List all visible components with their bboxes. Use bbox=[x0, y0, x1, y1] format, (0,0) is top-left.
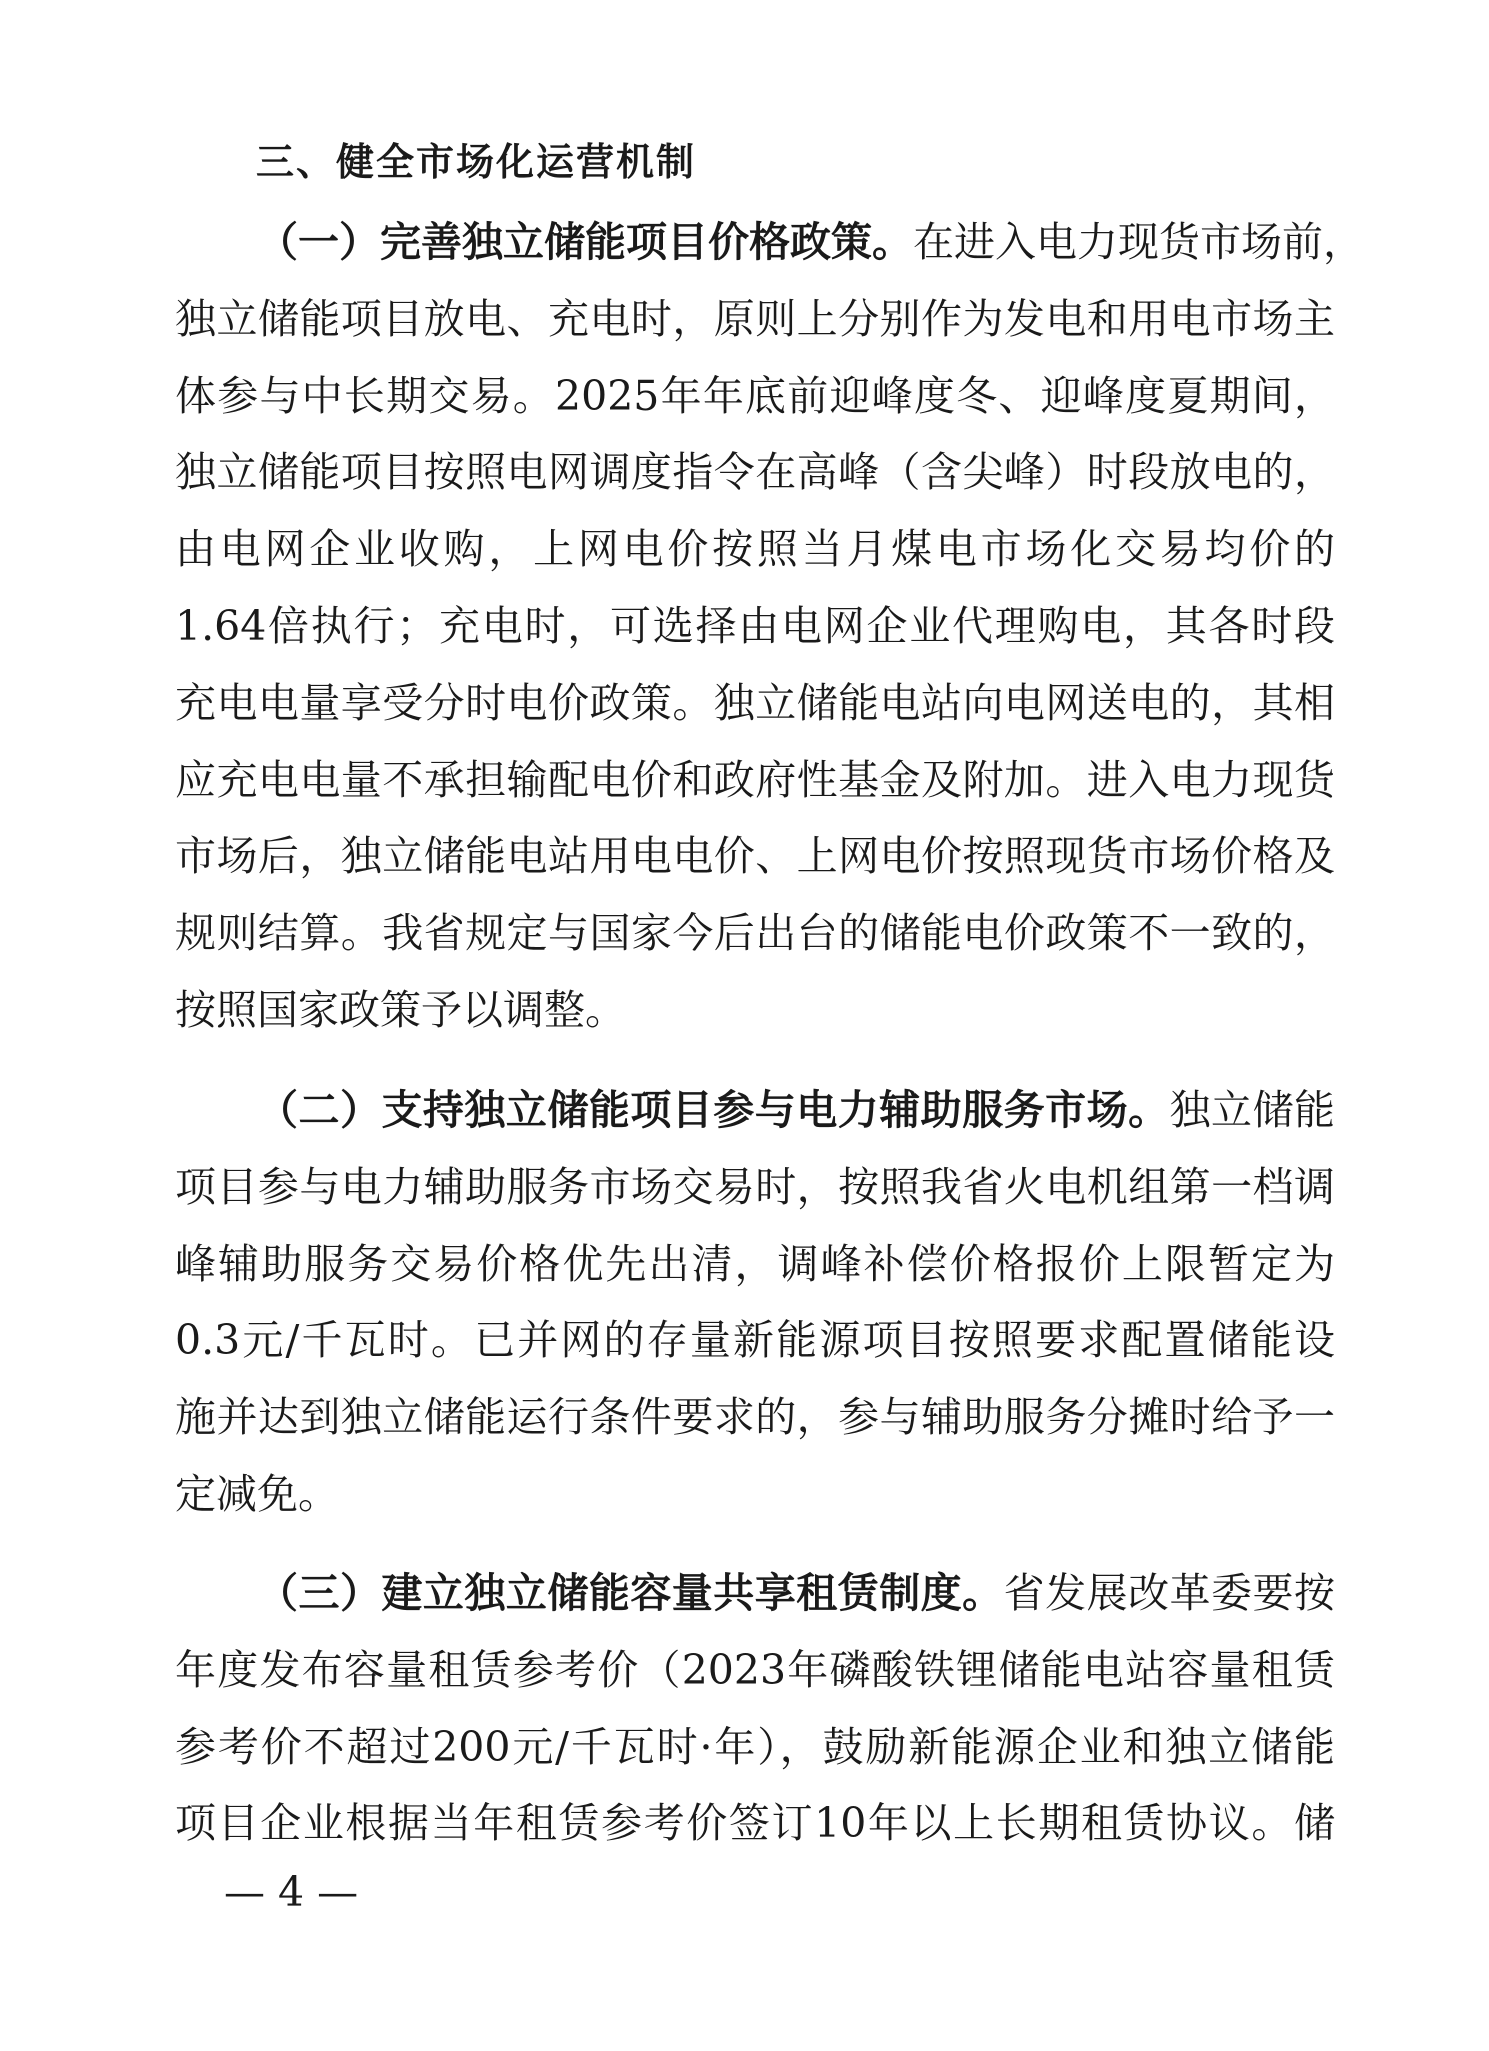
paragraph-heading: （二）支持独立储能项目参与电力辅助服务市场。 bbox=[257, 1086, 1170, 1134]
paragraph-first-line bbox=[175, 204, 1364, 281]
paragraph-line: 应充电电量不承担输配电价和政府性基金及附加。进入电力现货 bbox=[175, 755, 1335, 804]
paragraph-line: 项目参与电力辅助服务市场交易时，按照我省火电机组第一档调 bbox=[175, 1162, 1335, 1211]
paragraph-first-line bbox=[175, 1555, 1335, 1632]
paragraph-line: 年度发布容量租赁参考价（2023年磷酸铁锂储能电站容量租赁 bbox=[175, 1645, 1335, 1694]
paragraph-line: 市场后，独立储能电站用电电价、上网电价按照现货市场价格及 bbox=[175, 832, 1335, 881]
paragraph-line: 规则结算。我省规定与国家今后出台的储能电价政策不一致的， bbox=[175, 909, 1335, 958]
paragraph-capacity-leasing bbox=[175, 1555, 1335, 1862]
paragraph-text: 省发展改革委要按 bbox=[1003, 1569, 1335, 1617]
paragraph-line: 独立储能项目按照电网调度指令在高峰（含尖峰）时段放电的， bbox=[175, 448, 1335, 497]
paragraph-line: 体参与中长期交易。2025年年底前迎峰度冬、迎峰度夏期间， bbox=[175, 371, 1335, 420]
page-number: — 4 — bbox=[224, 1868, 359, 1916]
paragraph-line: 按照国家政策予以调整。 bbox=[175, 985, 626, 1034]
paragraph-line: 施并达到独立储能运行条件要求的，参与辅助服务分摊时给予一 bbox=[175, 1393, 1335, 1442]
paragraph-line: 充电电量享受分时电价政策。独立储能电站向电网送电的，其相 bbox=[175, 678, 1335, 727]
paragraph-first-line bbox=[175, 1072, 1335, 1149]
paragraph-line: 0.3元/千瓦时。已并网的存量新能源项目按照要求配置储能设 bbox=[175, 1316, 1335, 1365]
paragraph-text: 在进入电力现货市场前， bbox=[913, 218, 1364, 266]
section-title: 三、健全市场化运营机制 bbox=[256, 140, 697, 184]
paragraph-line: 参考价不超过200元/千瓦时·年），鼓励新能源企业和独立储能 bbox=[175, 1722, 1335, 1771]
paragraph-line: 独立储能项目放电、充电时，原则上分别作为发电和用电市场主 bbox=[175, 294, 1335, 343]
paragraph-line: 项目企业根据当年租赁参考价签订10年以上长期租赁协议。储 bbox=[175, 1799, 1335, 1848]
paragraph-line: 由电网企业收购，上网电价按照当月煤电市场化交易均价的 bbox=[175, 525, 1335, 574]
paragraph-price-policy bbox=[175, 204, 1364, 1049]
paragraph-ancillary-services bbox=[175, 1072, 1335, 1533]
paragraph-line: 1.64倍执行；充电时，可选择由电网企业代理购电，其各时段 bbox=[175, 601, 1335, 650]
paragraph-heading: （三）建立独立储能容量共享租赁制度。 bbox=[257, 1569, 1004, 1617]
paragraph-line: 峰辅助服务交易价格优先出清，调峰补偿价格报价上限暂定为 bbox=[175, 1239, 1335, 1288]
paragraph-text: 独立储能 bbox=[1169, 1086, 1336, 1134]
paragraph-line: 定减免。 bbox=[175, 1469, 339, 1518]
paragraph-heading: （一）完善独立储能项目价格政策。 bbox=[257, 218, 913, 266]
